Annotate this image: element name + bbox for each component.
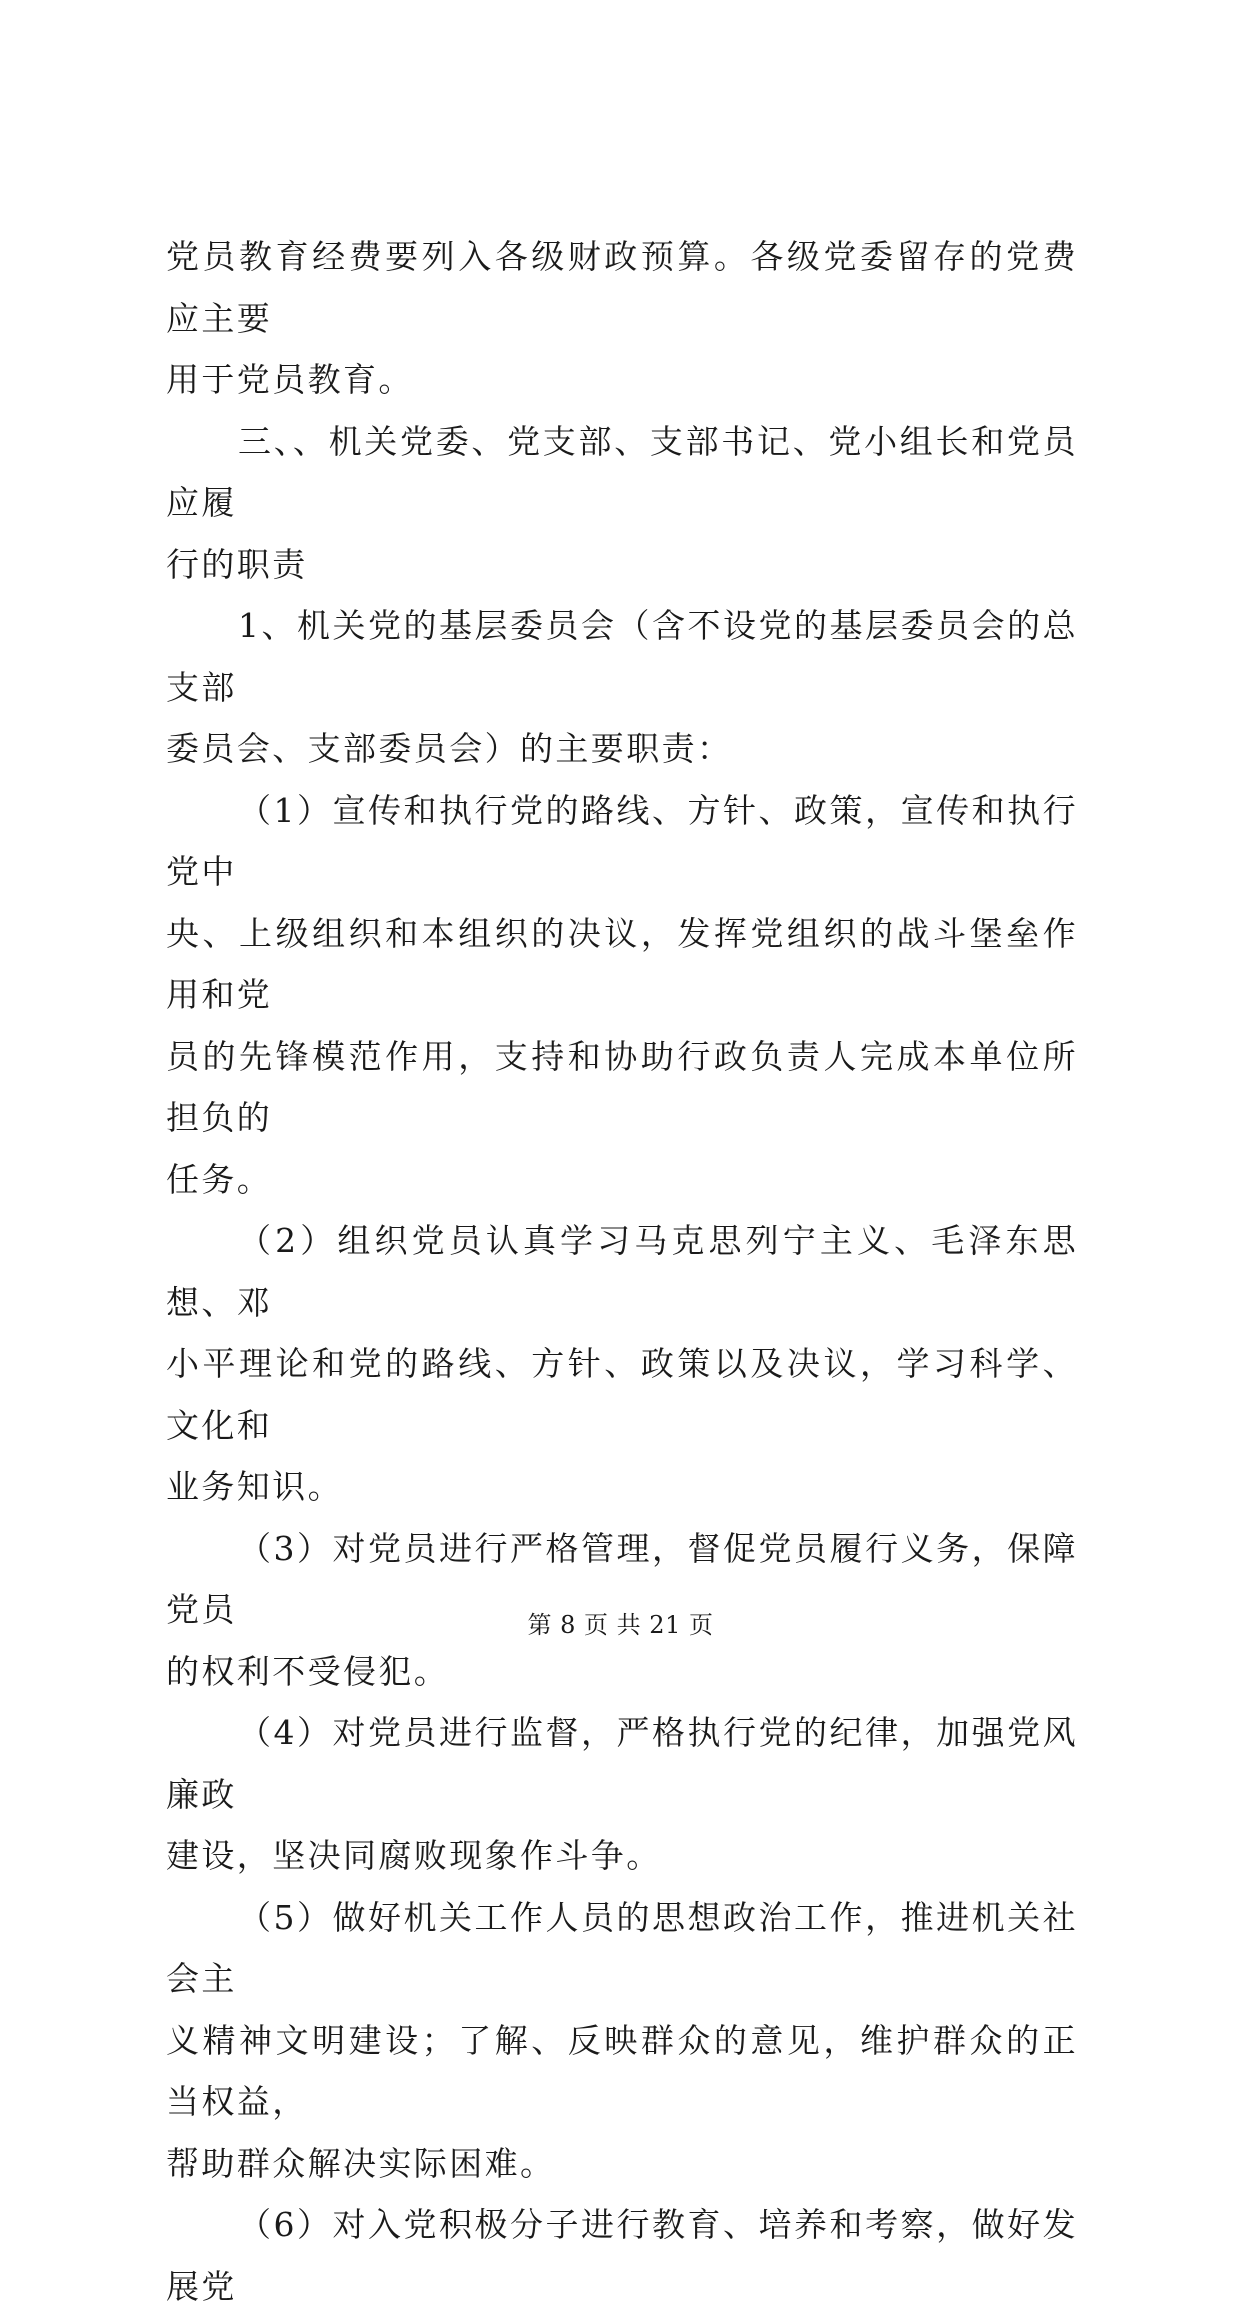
list-item-line: 小平理论和党的路线、方针、政策以及决议，学习科学、文化和 bbox=[166, 1344, 1078, 1445]
list-item-line: （6）对入党积极分子进行教育、培养和考察，做好发展党 bbox=[166, 2205, 1078, 2306]
list-item-line: （5）做好机关工作人员的思想政治工作，推进机关社会主 bbox=[166, 1897, 1078, 1998]
section-heading-line: 三、、机关党委、党支部、支部书记、党小组长和党员应履 bbox=[166, 421, 1078, 522]
document-body bbox=[166, 226, 1078, 2317]
section-heading-line: 行的职责 bbox=[166, 544, 308, 584]
list-item-line: 业务知识。 bbox=[166, 1467, 343, 1506]
list-item-line: （4）对党员进行监督，严格执行党的纪律，加强党风廉政 bbox=[166, 1713, 1078, 1814]
paragraph-line: 1、机关党的基层委员会（含不设党的基层委员会的总支部 bbox=[166, 606, 1078, 707]
list-item-line: （3）对党员进行严格管理，督促党员履行义务，保障党员 bbox=[166, 1528, 1078, 1629]
list-item-line: 任务。 bbox=[166, 1159, 273, 1199]
list-item-line: （2）组织党员认真学习马克思列宁主义、毛泽东思想、邓 bbox=[166, 1221, 1078, 1322]
list-item-line: （1）宣传和执行党的路线、方针、政策，宣传和执行党中 bbox=[166, 790, 1078, 891]
paragraph-line: 用于党员教育。 bbox=[166, 360, 414, 399]
paragraph-line: 委员会、支部委员会）的主要职责： bbox=[166, 729, 733, 768]
list-item-line: 帮助群众解决实际困难。 bbox=[166, 2143, 556, 2183]
list-item-line: 建设，坚决同腐败现象作斗争。 bbox=[166, 1836, 662, 1875]
list-item-line: 的权利不受侵犯。 bbox=[166, 1651, 450, 1691]
paragraph-line: 党员教育经费要列入各级财政预算。各级党委留存的党费应主要 bbox=[166, 237, 1078, 338]
list-item-line: 义精神文明建设；了解、反映群众的意见，维护群众的正当权益， bbox=[166, 2020, 1078, 2121]
page-number-footer: 第 8 页 共 21 页 bbox=[527, 1611, 714, 1639]
list-item-line: 央、上级组织和本组织的决议，发挥党组织的战斗堡垒作用和党 bbox=[166, 913, 1078, 1014]
list-item-line: 员的先锋模范作用，支持和协助行政负责人完成本单位所担负的 bbox=[166, 1036, 1078, 1137]
